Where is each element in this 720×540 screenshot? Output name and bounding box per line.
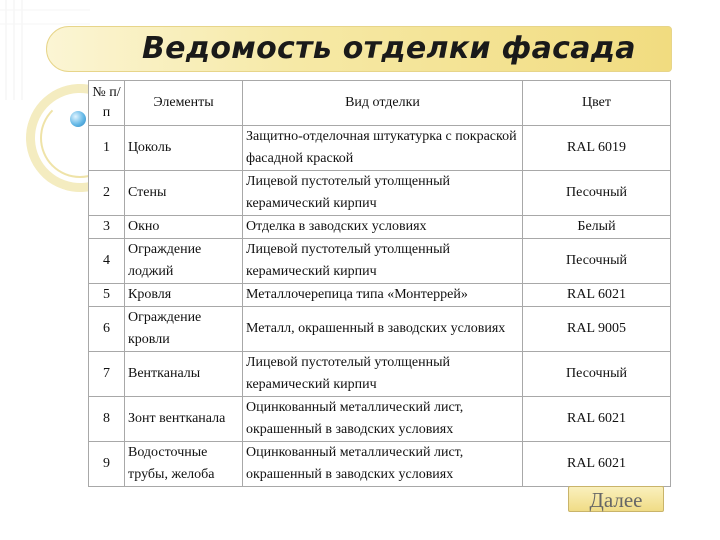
row-number: 3 [89, 216, 125, 239]
row-color: RAL 6021 [523, 442, 671, 487]
row-number: 2 [89, 171, 125, 216]
header-color: Цвет [523, 81, 671, 126]
row-element: Ограждение лоджий [125, 239, 243, 284]
decorative-blue-dot [70, 111, 86, 127]
row-color: RAL 6021 [523, 397, 671, 442]
row-finish: Лицевой пустотелый утолщенный керамический кирпич [243, 352, 523, 397]
row-number: 7 [89, 352, 125, 397]
table-header-row [89, 81, 671, 126]
next-button[interactable]: Далее [568, 486, 664, 512]
row-number: 6 [89, 307, 125, 352]
row-finish: Оцинкованный металлический лист, окрашенный в заводских условиях [243, 397, 523, 442]
row-finish: Лицевой пустотелый утолщенный керамический кирпич [243, 171, 523, 216]
header-number: № п/п [89, 81, 125, 126]
row-color: Песочный [523, 352, 671, 397]
row-element: Ограждение кровли [125, 307, 243, 352]
row-color: Белый [523, 216, 671, 239]
slide-title: Ведомость отделки фасада [142, 31, 636, 66]
row-element: Окно [125, 216, 243, 239]
row-number: 5 [89, 284, 125, 307]
row-element: Зонт вентканала [125, 397, 243, 442]
table-row [89, 216, 671, 239]
row-finish: Металлочерепица типа «Монтеррей» [243, 284, 523, 307]
row-finish: Защитно-отделочная штукатурка с покраской фасадной краской [243, 126, 523, 171]
table-row [89, 284, 671, 307]
row-finish: Оцинкованный металлический лист, окрашенный в заводских условиях [243, 442, 523, 487]
table-row [89, 352, 671, 397]
row-number: 4 [89, 239, 125, 284]
table-row [89, 171, 671, 216]
row-color: Песочный [523, 239, 671, 284]
row-element: Кровля [125, 284, 243, 307]
header-element: Элементы [125, 81, 243, 126]
table-row [89, 442, 671, 487]
row-number: 9 [89, 442, 125, 487]
row-color: RAL 6021 [523, 284, 671, 307]
header-finish: Вид отделки [243, 81, 523, 126]
table-row [89, 397, 671, 442]
row-element: Цоколь [125, 126, 243, 171]
row-number: 8 [89, 397, 125, 442]
row-finish: Металл, окрашенный в заводских условиях [243, 307, 523, 352]
table-row [89, 307, 671, 352]
row-element: Вентканалы [125, 352, 243, 397]
row-finish: Лицевой пустотелый утолщенный керамический кирпич [243, 239, 523, 284]
row-color: RAL 6019 [523, 126, 671, 171]
row-color: RAL 9005 [523, 307, 671, 352]
row-color: Песочный [523, 171, 671, 216]
table-row [89, 239, 671, 284]
row-finish: Отделка в заводских условиях [243, 216, 523, 239]
row-element: Стены [125, 171, 243, 216]
row-element: Водосточные трубы, желоба [125, 442, 243, 487]
facade-finish-table [88, 80, 671, 487]
table-row [89, 126, 671, 171]
row-number: 1 [89, 126, 125, 171]
